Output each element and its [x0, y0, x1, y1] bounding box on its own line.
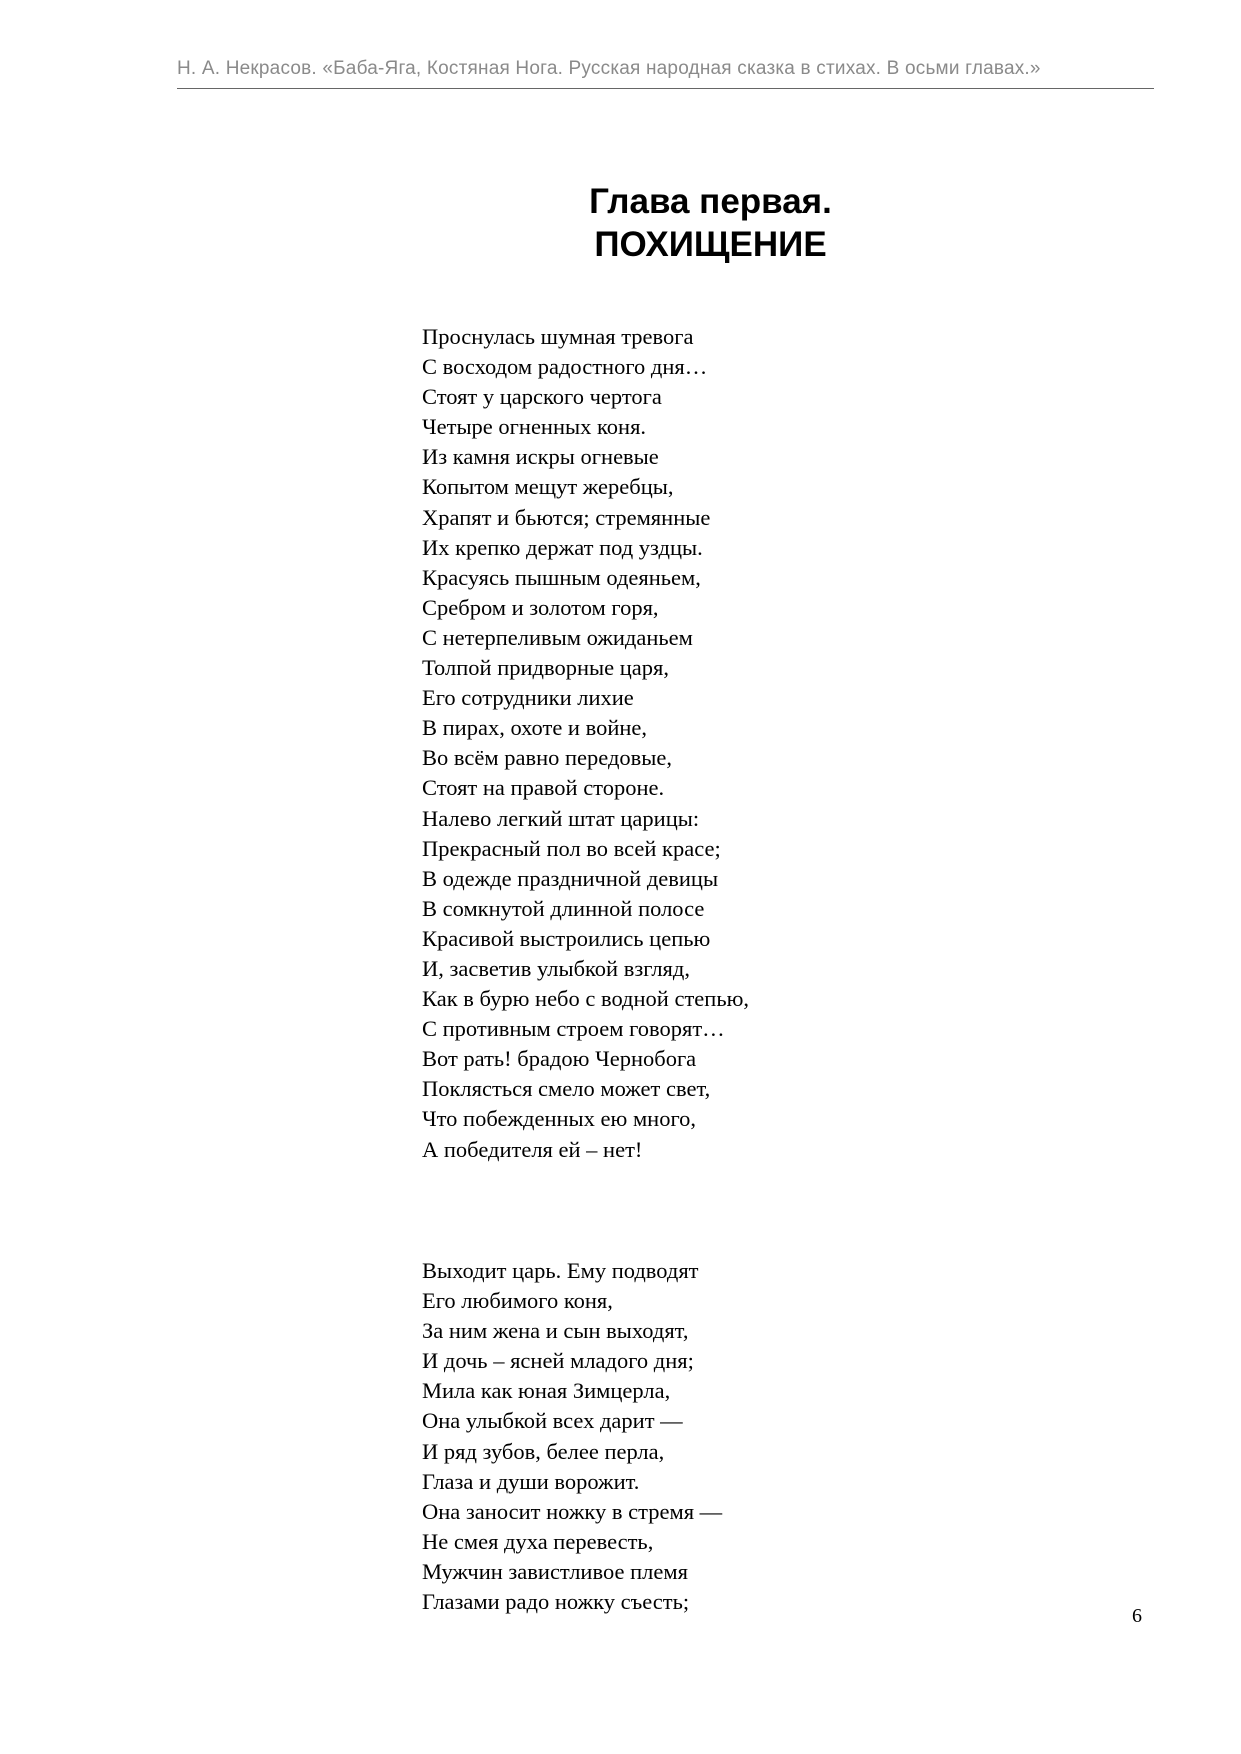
verse-line: Его сотрудники лихие: [422, 685, 634, 711]
verse-line: Копытом мещут жеребцы,: [422, 474, 674, 500]
chapter-name: ПОХИЩЕНИЕ: [594, 225, 827, 264]
verse-line: Глаза и души ворожит.: [422, 1468, 640, 1494]
chapter-number: Глава первая.: [589, 182, 832, 221]
verse-line: В одежде праздничной девицы: [422, 865, 719, 891]
verse-line: Как в бурю небо с водной степью,: [422, 986, 750, 1012]
verse-line: Прекрасный пол во всей красе;: [422, 835, 721, 861]
page-number: 6: [1132, 1605, 1142, 1627]
verse-line: Красуясь пышным одеяньем,: [422, 564, 701, 590]
verse-line: Поклясться смело может свет,: [422, 1076, 711, 1102]
verse-line: В сомкнутой длинной полосе: [422, 895, 705, 921]
verse-line: Стоят на правой стороне.: [422, 775, 665, 801]
verse-line: С нетерпеливым ожиданьем: [422, 624, 693, 650]
verse-line: И дочь – ясней младого дня;: [422, 1348, 694, 1374]
verse-line: Что побежденных ею много,: [422, 1106, 697, 1132]
verse-line: Его любимого коня,: [422, 1288, 613, 1314]
verse-line: И ряд зубов, белее перла,: [422, 1438, 665, 1464]
verse-line: Вот рать! брадою Чернобога: [422, 1046, 697, 1072]
verse-line: А победителя ей – нет!: [422, 1136, 643, 1162]
verse-line: Она заносит ножку в стремя —: [422, 1498, 723, 1524]
stanza-1: [422, 322, 749, 1165]
verse-line: За ним жена и сын выходят,: [422, 1318, 689, 1344]
verse-line: Храпят и бьются; стремянные: [422, 504, 711, 530]
header-rule: [177, 88, 1154, 89]
verse-line: Мужчин завистливое племя: [422, 1558, 688, 1584]
running-header: Н. А. Некрасов. «Баба-Яга, Костяная Нога. Русская народная сказка в стихах. В осьми главах.»: [177, 58, 1041, 79]
verse-line: Красивой выстроились цепью: [422, 925, 711, 951]
verse-line: Проснулась шумная тревога: [422, 324, 694, 349]
chapter-title: [0, 180, 1241, 266]
verse-line: Сребром и золотом горя,: [422, 594, 659, 620]
verse-line: С восходом радостного дня…: [422, 354, 708, 380]
verse-line: Толпой придворные царя,: [422, 655, 669, 681]
verse-line: Во всём равно передовые,: [422, 745, 673, 771]
verse-line: С противным строем говорят…: [422, 1016, 725, 1042]
verse-line: Она улыбкой всех дарит —: [422, 1408, 683, 1434]
verse-line: Не смея духа перевесть,: [422, 1528, 654, 1554]
verse-line: Глазами радо ножку съесть;: [422, 1589, 690, 1615]
stanza-2: [422, 1256, 722, 1617]
verse-line: В пирах, охоте и войне,: [422, 715, 648, 741]
verse-line: Четыре огненных коня.: [422, 414, 647, 440]
verse-line: И, засветив улыбкой взгляд,: [422, 955, 690, 981]
verse-line: Их крепко держат под уздцы.: [422, 534, 703, 560]
verse-line: Налево легкий штат царицы:: [422, 805, 700, 831]
verse-line: Мила как юная Зимцерла,: [422, 1378, 671, 1404]
verse-line: Выходит царь. Ему подводят: [422, 1258, 699, 1283]
verse-line: Из камня искры огневые: [422, 444, 659, 470]
verse-line: Стоят у царского чертога: [422, 384, 662, 410]
